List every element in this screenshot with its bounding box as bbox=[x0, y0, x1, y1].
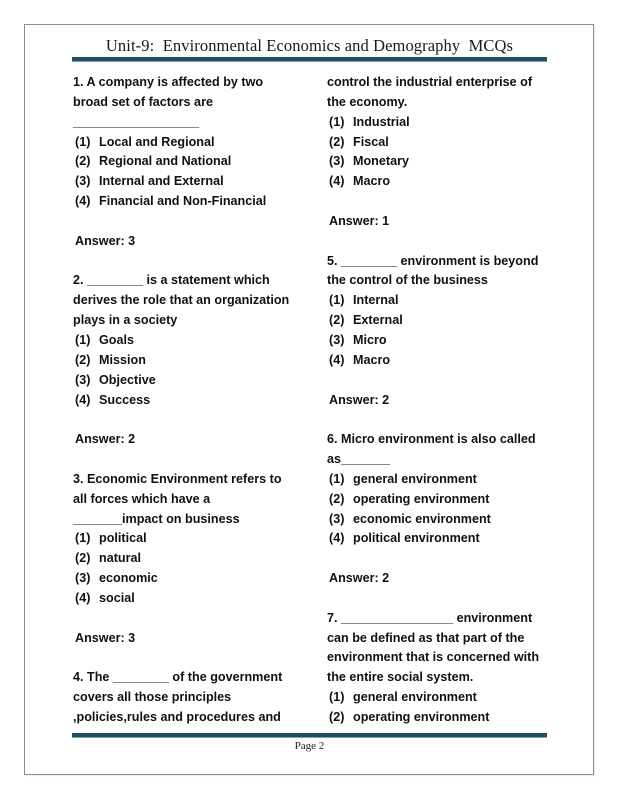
option-3 bbox=[73, 371, 318, 391]
option-text: Micro bbox=[353, 332, 387, 347]
question-text: 3. Economic Environment refers to bbox=[73, 471, 282, 486]
answer: Answer: 1 bbox=[329, 213, 390, 228]
question-text: _______impact on business bbox=[73, 511, 240, 526]
option-text: Internal and External bbox=[99, 174, 224, 189]
option-text: Objective bbox=[99, 372, 156, 387]
option-4 bbox=[327, 351, 572, 371]
option-number: (2) bbox=[329, 710, 345, 724]
option-4 bbox=[73, 589, 318, 609]
option-text: economic environment bbox=[353, 511, 491, 526]
option-number: (1) bbox=[75, 332, 91, 347]
question-text: derives the role that an organization bbox=[73, 293, 290, 308]
option-text: Industrial bbox=[353, 114, 410, 129]
answer: Answer: 3 bbox=[75, 630, 136, 645]
option-number: (3) bbox=[75, 571, 91, 586]
question-blank: __________________ bbox=[73, 114, 200, 129]
option-2 bbox=[327, 708, 572, 728]
option-text: Internal bbox=[353, 293, 399, 308]
right-column bbox=[327, 73, 572, 728]
option-number: (1) bbox=[329, 690, 345, 705]
page-number: Page 2 bbox=[294, 740, 325, 752]
question-3 bbox=[73, 470, 318, 668]
question-text: 2. ________ is a statement which bbox=[73, 273, 270, 288]
question-text: plays in a society bbox=[73, 313, 178, 328]
option-number: (4) bbox=[329, 531, 345, 546]
option-number: (2) bbox=[329, 134, 345, 149]
question-text: the economy. bbox=[327, 94, 408, 109]
option-text: External bbox=[353, 313, 403, 328]
option-1 bbox=[327, 470, 572, 490]
option-number: (2) bbox=[75, 352, 91, 367]
option-number: (1) bbox=[329, 471, 345, 486]
option-number: (3) bbox=[329, 511, 345, 526]
option-number: (3) bbox=[75, 372, 91, 387]
option-1 bbox=[327, 291, 572, 311]
answer: Answer: 3 bbox=[75, 233, 136, 248]
question-text: 4. The ________ of the government bbox=[73, 670, 283, 685]
option-number: (4) bbox=[75, 194, 91, 209]
question-text: 5. ________ environment is beyond bbox=[327, 253, 539, 268]
question-7 bbox=[327, 609, 572, 728]
option-2 bbox=[327, 311, 572, 331]
option-number: (2) bbox=[329, 491, 345, 506]
question-text: 7. ________________ environment bbox=[327, 610, 533, 625]
option-text: operating environment bbox=[353, 491, 490, 506]
option-number: (1) bbox=[75, 134, 91, 149]
option-1 bbox=[327, 688, 572, 708]
question-text: can be defined as that part of the bbox=[327, 630, 525, 645]
option-number: (4) bbox=[75, 392, 91, 407]
question-text: ,policies,rules and procedures and bbox=[73, 710, 281, 724]
option-text: political bbox=[99, 531, 147, 546]
page-title: Unit-9: Environmental Economics and Demography MCQs bbox=[105, 36, 514, 55]
option-text: social bbox=[99, 590, 135, 605]
option-text: Macro bbox=[353, 174, 391, 189]
question-text: 6. Micro environment is also called bbox=[327, 432, 536, 447]
footer-rule bbox=[72, 733, 547, 738]
option-number: (4) bbox=[329, 174, 345, 189]
option-number: (3) bbox=[329, 154, 345, 169]
option-text: Goals bbox=[99, 332, 134, 347]
option-number: (3) bbox=[329, 332, 345, 347]
option-text: natural bbox=[99, 551, 141, 566]
option-number: (2) bbox=[75, 154, 91, 169]
option-text: Financial and Non-Financial bbox=[99, 194, 267, 209]
option-1 bbox=[73, 331, 318, 351]
option-text: operating environment bbox=[353, 710, 490, 724]
option-text: Regional and National bbox=[99, 154, 232, 169]
left-column bbox=[73, 73, 318, 728]
question-text: all forces which have a bbox=[73, 491, 211, 506]
option-number: (1) bbox=[329, 293, 345, 308]
option-number: (1) bbox=[329, 114, 345, 129]
question-4 bbox=[73, 668, 318, 728]
option-text: Success bbox=[99, 392, 151, 407]
option-3 bbox=[327, 510, 572, 530]
option-text: political environment bbox=[353, 531, 480, 546]
option-text: general environment bbox=[353, 471, 477, 486]
option-text: Mission bbox=[99, 352, 146, 367]
option-3 bbox=[73, 569, 318, 589]
option-1 bbox=[73, 529, 318, 549]
option-1 bbox=[73, 133, 318, 153]
option-text: Monetary bbox=[353, 154, 409, 169]
question-text: broad set of factors are bbox=[73, 94, 213, 109]
option-3 bbox=[327, 152, 572, 172]
option-4 bbox=[327, 172, 572, 192]
question-5 bbox=[327, 252, 572, 431]
option-3 bbox=[327, 331, 572, 351]
option-text: Fiscal bbox=[353, 134, 389, 149]
option-4 bbox=[327, 529, 572, 549]
option-text: Macro bbox=[353, 352, 391, 367]
question-2 bbox=[73, 271, 318, 469]
option-3 bbox=[73, 172, 318, 192]
question-text: as_______ bbox=[327, 452, 391, 467]
option-2 bbox=[327, 490, 572, 510]
option-2 bbox=[327, 133, 572, 153]
option-number: (1) bbox=[75, 531, 91, 546]
question-text: covers all those principles bbox=[73, 690, 232, 705]
option-text: economic bbox=[99, 571, 158, 586]
answer: Answer: 2 bbox=[329, 392, 390, 407]
question-4-continued bbox=[327, 73, 572, 252]
option-number: (4) bbox=[329, 352, 345, 367]
question-text: control the industrial enterprise of bbox=[327, 75, 533, 89]
option-number: (2) bbox=[75, 551, 91, 566]
option-4 bbox=[73, 192, 318, 212]
option-1 bbox=[327, 113, 572, 133]
option-2 bbox=[73, 549, 318, 569]
header-rule bbox=[72, 57, 547, 62]
option-number: (2) bbox=[329, 313, 345, 328]
question-text: 1. A company is affected by two bbox=[73, 75, 264, 89]
question-1 bbox=[73, 73, 318, 271]
question-6 bbox=[327, 430, 572, 609]
option-number: (3) bbox=[75, 174, 91, 189]
question-text: environment that is concerned with bbox=[327, 650, 540, 665]
question-text: the control of the business bbox=[327, 273, 488, 288]
option-2 bbox=[73, 351, 318, 371]
option-text: Local and Regional bbox=[99, 134, 215, 149]
option-text: general environment bbox=[353, 690, 477, 705]
option-4 bbox=[73, 391, 318, 411]
answer: Answer: 2 bbox=[75, 432, 136, 447]
question-text: the entire social system. bbox=[327, 670, 474, 685]
option-2 bbox=[73, 152, 318, 172]
option-number: (4) bbox=[75, 590, 91, 605]
answer: Answer: 2 bbox=[329, 571, 390, 586]
